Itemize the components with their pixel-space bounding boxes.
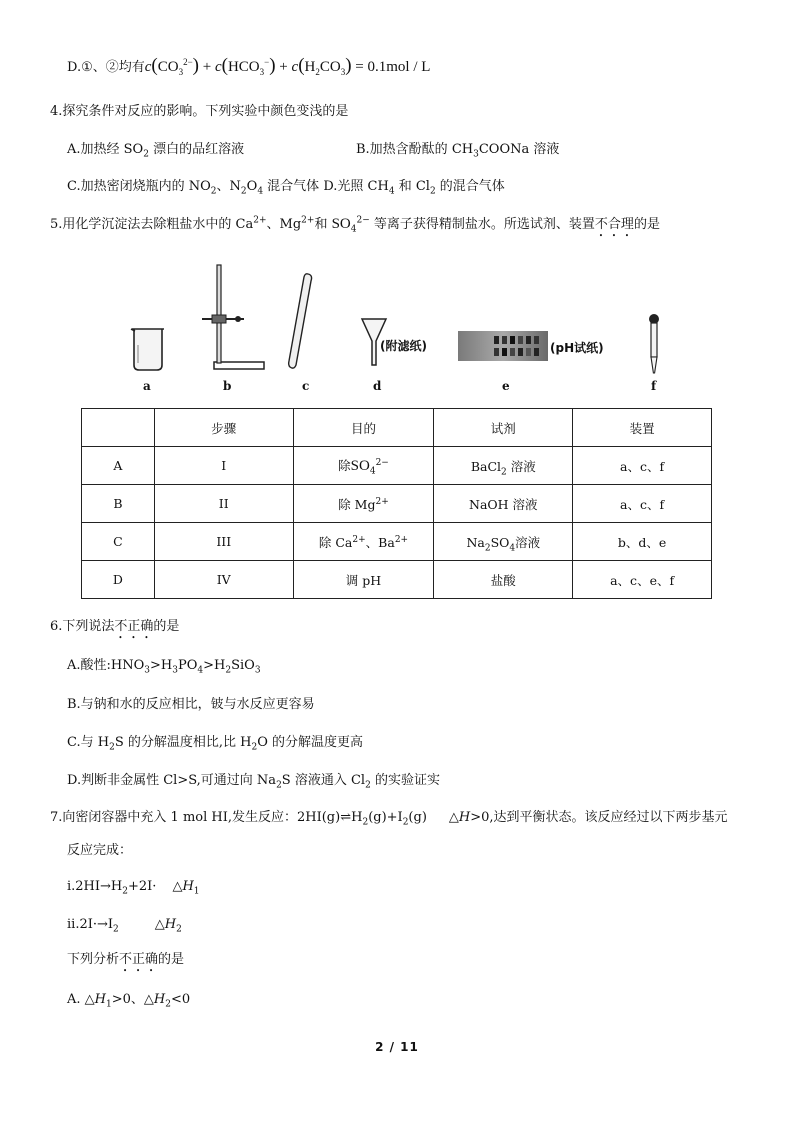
ion-co3-sub: 3 [178,67,184,77]
purpose-sub: 4 [369,466,376,477]
q6-a-s5: 3 [254,665,261,676]
delta-icon: △ [172,879,183,894]
figure-label-b: b [223,379,232,393]
reagent-sub: 2 [484,543,491,553]
q6-a-t1: A.酸性:HNO [67,658,145,673]
q3-option-d: D.①、②均有$c(CO_3^{2-}) + c(HCO_3^-) + c(H_2CO_3) = 0.1mol / L$ [67,55,431,77]
figure-label-a: a [143,379,151,393]
purpose-sup2: 2+ [394,534,409,545]
table-row [82,447,712,485]
ion-h2co3-h: H [304,59,316,75]
row-device: a、c、e、f [573,561,712,599]
q4-a-t1: A.加热经 SO [67,142,144,157]
header-purpose: 目的 [293,409,434,447]
ion-hco3-sub: 3 [259,67,265,77]
q6-option-d[interactable] [67,771,440,791]
q7-a-v2: H [153,992,166,1007]
q6-c-s1: 2 [109,742,115,753]
delta-icon: △ [154,917,165,932]
q6-a-s1: 3 [144,665,151,676]
purpose-pre: 除 [338,458,351,473]
delta-icon: △ [143,992,154,1007]
row-device: a、c、f [573,485,712,523]
q3-d-label: D.①、②均有 [67,60,145,75]
reagent-post: 溶液 [506,458,536,474]
q4-option-c[interactable] [67,177,505,197]
purpose-pre: 除 Mg [338,496,376,512]
q7-a-i2: 2 [165,999,171,1010]
row-step: IV [154,561,293,599]
figure-label-c: c [302,379,310,393]
conc-c2: c [214,59,222,75]
step2-var: H [164,917,177,932]
iron-stand-icon [194,263,266,373]
purpose-pre: 除 Ca [318,534,353,550]
ion-h2co3-sub: 2 [315,67,320,77]
ion-hco3: HCO [227,59,260,75]
q6-d-s1: 2 [276,780,282,791]
experiment-table [81,408,712,599]
ph-paper-icon [458,331,548,361]
q4-c-s3: 4 [257,186,264,197]
q4-d-s2: 2 [429,186,436,197]
apparatus-figure [110,255,690,400]
q4-c-s1: 2 [210,186,217,197]
header-blank [82,409,155,447]
figure-label-d: d [373,379,382,393]
q5-so4: SO [331,216,351,232]
q7-stem-line1 [50,808,728,828]
q5-emphasis: 不合理 [594,217,634,232]
q5-so4-sup: 2− [356,215,370,226]
q4-d-t3: 的混合气体 [435,179,505,194]
q6-a-t4: >H [203,658,226,673]
row-option: C [82,523,155,561]
reagent-sub: 2 [501,467,507,477]
q6-a-t5: SiO [231,658,255,673]
q7-a-i1: 1 [106,999,112,1010]
q4-c-t4: 混合气体 [263,179,320,194]
step1-pre: i.2HI→H [67,879,123,894]
purpose-sup: 2+ [352,534,366,545]
header-step: 步骤 [154,409,293,447]
q6-a-s2: 3 [172,665,178,676]
q7-a-pre: A. [67,992,85,1007]
q5-t1: 5.用化学沉淀法去除粗盐水中的 Ca [50,217,254,232]
q6-a-s3: 4 [197,665,204,676]
row-option: A [82,447,155,485]
row-step: II [154,485,293,523]
q7-i2-sub: 2 [402,817,409,828]
q7-option-a[interactable] [67,990,190,1010]
step1-var: H [182,879,194,894]
reagent-sub2: 4 [509,543,516,553]
row-purpose [293,485,434,523]
q7-step-i [67,877,200,897]
q6-pre: 6.下列说法 [50,619,115,634]
q5-stem [50,214,660,240]
q4-c-s2: 2 [240,186,247,197]
q4-c-t3: O [246,179,258,194]
row-option: B [82,485,155,523]
step1-idx: 1 [193,886,200,897]
row-purpose [293,447,434,485]
header-device: 装置 [573,409,712,447]
table-row [82,523,712,561]
step2-pre: ii.2I·→I [67,917,114,932]
row-step: I [154,447,293,485]
row-step: III [154,523,293,561]
q7-stem-line2: 反应完成： [67,843,133,858]
q6-a-t3: PO [177,658,198,673]
q7-mid2: (g)+I [368,810,403,825]
q4-stem: 4.探究条件对反应的影响。下列实验中颜色变浅的是 [50,104,349,119]
filter-paper-note: (附滤纸) [380,339,427,353]
row-reagent: 盐酸 [434,561,573,599]
q5-t3: 和 [314,217,332,232]
reagent-mid: SO [490,534,510,550]
row-reagent [434,447,573,485]
q4-option-d[interactable] [319,179,505,197]
equilibrium-arrow-icon: ⇌ [340,810,352,825]
q7-a-post: <0 [170,992,191,1007]
conc-c1: c [144,59,152,75]
step1-sub: 2 [122,886,128,897]
q6-emphasis: 不正确 [114,619,154,634]
purpose-sup: 2+ [375,496,389,507]
conc-c3: c [291,59,299,75]
table-row [82,485,712,523]
q6-stem [50,617,179,642]
ion-hco3-sup: − [264,57,270,67]
row-option: D [82,561,155,599]
q6-c-t2: S 的分解温度相比,比 H [114,735,252,750]
purpose-sup: 2− [375,457,389,468]
q4-a-s1: 2 [143,149,149,160]
q4-d-t1: D.光照 CH [319,179,389,194]
q6-c-t3: O 的分解温度更高 [257,735,363,750]
ion-co3: CO [157,59,179,75]
q7-h-var: H [458,810,471,825]
q6-d-t2: S 溶液通入 Cl [281,773,366,788]
q4-d-s1: 4 [388,186,395,197]
dropper-icon [646,313,662,375]
purpose-ion: SO [350,458,370,474]
step2-sub: 2 [113,924,119,935]
q6-option-c[interactable] [67,733,363,753]
glass-rod-icon [286,271,316,371]
q5-t5: 的是 [633,217,660,232]
q5-t2: 、Mg [266,217,302,232]
ion-h2co3-sub2: 3 [340,67,346,77]
q4-b-t2: COONa 溶液 [478,142,560,157]
delta-icon: △ [448,810,459,825]
q7-step-ii [67,915,182,935]
page-number: 2 / 11 [375,1040,419,1054]
q7-ask [67,950,184,975]
q5-t4: 等离子获得精制盐水。所选试剂、装置 [369,217,595,232]
q6-c-t1: C.与 H [67,735,110,750]
q6-option-b[interactable]: B.与钠和水的反应相比，铍与水反应更容易 [67,697,315,712]
row-reagent: NaOH 溶液 [434,485,573,523]
ion-co3-sup: 2− [183,57,193,67]
row-device: b、d、e [573,523,712,561]
row-device: a、c、f [573,447,712,485]
reagent-text: BaCl [470,458,502,474]
q4-option-a[interactable] [67,140,244,160]
q6-a-t2: >H [150,658,173,673]
q7-a-v1: H [94,992,106,1007]
q6-d-t1: D.判断非金属性 Cl>S,可通过向 Na [67,773,277,788]
reagent-post: 溶液 [515,534,541,550]
q4-b-t1: B.加热含酚酞的 CH [356,142,474,157]
q7-h2-sub: 2 [362,817,369,828]
table-row [82,561,712,599]
beaker-icon [128,325,168,373]
q7-pre: 7.向密闭容器中充入 1 mol HI,发生反应：2HI(g) [50,810,341,825]
q4-a-t2: 漂白的品红溶液 [148,142,245,157]
q7-post: >0,达到平衡状态。该反应经过以下两步基元 [470,810,728,825]
delta-icon: △ [84,992,95,1007]
q5-mg-sup: 2+ [301,215,315,226]
q4-c-t2: 、N [216,179,241,194]
q4-b-s1: 3 [473,149,479,160]
q6-option-a[interactable] [67,656,261,676]
ion-h2co3-co: CO [319,59,341,75]
q6-d-t3: 的实验证实 [370,773,440,788]
step1-post: +2I· [128,879,157,894]
ph-paper-note: (pH试纸) [550,341,604,355]
q3-d-rhs: = 0.1mol / L [355,59,431,75]
reagent-text: Na [466,534,485,550]
q5-ca-sup: 2+ [253,215,267,226]
q6-c-s2: 2 [251,742,258,753]
row-purpose: 调 pH [293,561,434,599]
q6-a-s4: 2 [225,665,232,676]
q4-option-b[interactable] [356,140,559,160]
q7-h: H [351,810,363,825]
figure-label-e: e [502,379,510,393]
q4-d-t2: 和 Cl [394,179,430,194]
row-reagent [434,523,573,561]
header-reagent: 试剂 [434,409,573,447]
table-header-row [82,409,712,447]
row-purpose [293,523,434,561]
step2-idx: 2 [176,924,182,935]
q6-post: 的是 [153,619,180,634]
q4-c-t1: C.加热密闭烧瓶内的 NO [67,179,211,194]
purpose-mid: 、Ba [365,534,395,550]
figure-label-f: f [651,379,657,393]
q7-mid3: (g) [408,810,427,825]
q7-ask-post: 的是 [158,952,185,967]
q7-a-mid: >0、 [111,992,144,1007]
q7-ask-emphasis: 不正确 [119,952,159,967]
q7-ask-pre: 下列分析 [67,952,120,967]
q5-so4-sub: 4 [350,224,357,235]
q6-d-s2: 2 [365,780,371,791]
